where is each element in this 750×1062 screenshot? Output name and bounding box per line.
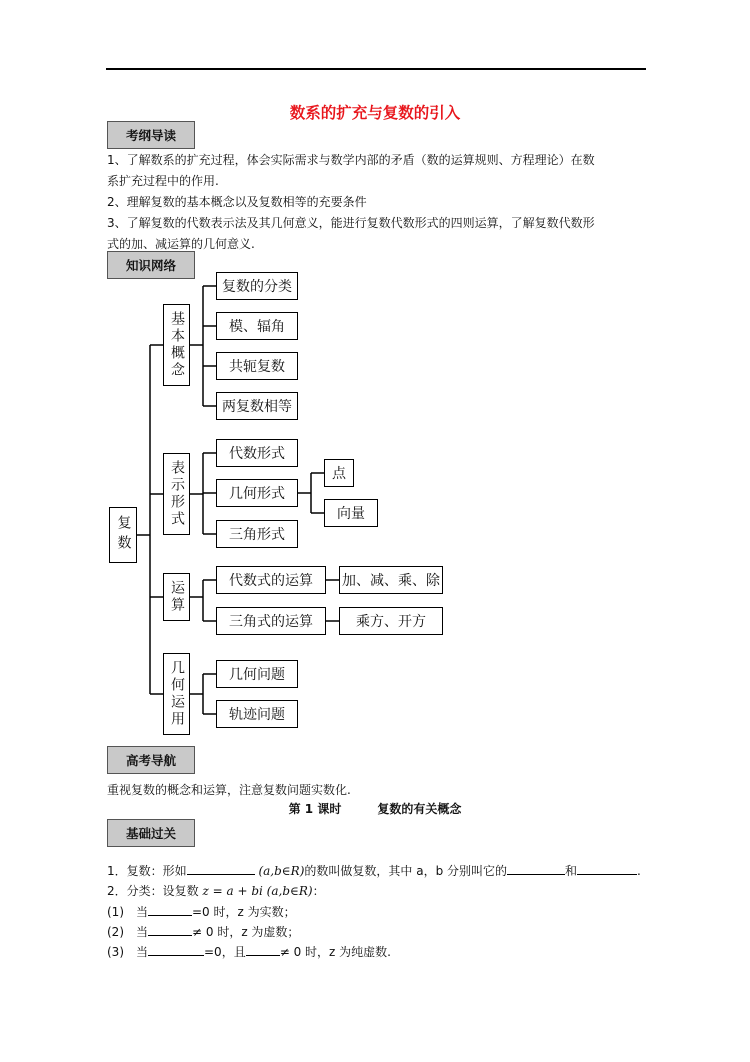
tree-node: 几何形式 [216, 479, 298, 507]
case-text: (1) 当 [107, 905, 148, 919]
outline-line: 1、了解数系的扩充过程，体会实际需求与数学内部的矛盾（数的运算规则、方程理论）在数 [107, 153, 595, 167]
case-text: =0 时，z 为实数； [192, 905, 296, 919]
question-2-case-3 [107, 943, 391, 960]
question-2 [107, 882, 325, 899]
tree-group-label: 运算 [169, 580, 185, 614]
tree-node: 代数式的运算 [216, 566, 326, 594]
tree-root-label: 复数 [115, 515, 132, 555]
tree-node: 向量 [324, 499, 378, 527]
tree-node: 三角式的运算 [216, 607, 326, 635]
q2-expression: z = a + bi [202, 884, 263, 898]
page-title: 数系的扩充与复数的引入 [289, 104, 461, 122]
outline-line: 系扩充过程中的作用. [107, 174, 219, 188]
tree-root [109, 507, 137, 563]
tree-group-geo [163, 653, 190, 735]
section-basics: 基础过关 [107, 819, 195, 847]
case-text: (2) 当 [107, 925, 148, 939]
q1-text: 1．复数：形如 [107, 864, 187, 878]
tree-node: 两复数相等 [216, 392, 298, 420]
q1-text: 的数叫做复数，其中 a，b 分别叫它的 [304, 864, 508, 878]
tree-group-label: 表示形式 [169, 460, 185, 528]
question-2-case-2 [107, 923, 299, 940]
outline-line: 3、了解复数的代数表示法及其几何意义，能进行复数代数形式的四则运算，了解复数代数形 [107, 216, 595, 230]
answer-blank[interactable] [148, 923, 192, 936]
answer-blank[interactable] [577, 862, 637, 875]
tree-group-label: 几何运用 [169, 660, 185, 728]
case-text: (3) 当 [107, 945, 148, 959]
tree-node: 轨迹问题 [216, 700, 298, 728]
tree-node: 复数的分类 [216, 272, 298, 300]
tree-node: 乘方、开方 [339, 607, 443, 635]
tree-node: 加、减、乘、除 [339, 566, 443, 594]
tree-node: 模、辐角 [216, 312, 298, 340]
lesson-name: 复数的有关概念 [377, 802, 462, 816]
answer-blank[interactable] [246, 943, 280, 956]
lesson-heading [0, 800, 750, 817]
q2-condition: (a,b∈R) [266, 884, 313, 898]
q1-text: 和 [565, 864, 578, 878]
case-text: ≠ 0 时，z 为虚数； [192, 925, 300, 939]
question-2-case-1 [107, 903, 296, 920]
question-1 [107, 862, 641, 879]
tree-node: 点 [324, 459, 354, 487]
tree-group-basic [163, 304, 190, 386]
tree-group-label: 基本概念 [169, 311, 185, 379]
q2-text: ： [312, 884, 325, 898]
tree-group-ops [163, 573, 190, 621]
answer-blank[interactable] [148, 903, 192, 916]
lesson-period: 第 1 课时 [288, 802, 342, 816]
q1-text: . [637, 864, 641, 878]
answer-blank[interactable] [187, 862, 255, 875]
exam-text: 重视复数的概念和运算，注意复数问题实数化. [107, 783, 351, 797]
tree-group-forms [163, 453, 190, 535]
section-exam: 高考导航 [107, 746, 195, 774]
q1-condition: (a,b∈R) [258, 864, 305, 878]
q2-text: 2．分类：设复数 [107, 884, 199, 898]
tree-node: 几何问题 [216, 660, 298, 688]
section-network: 知识网络 [107, 251, 195, 279]
outline-line: 式的加、减运算的几何意义. [107, 237, 255, 251]
tree-node: 代数形式 [216, 439, 298, 467]
case-text: =0，且 [204, 945, 246, 959]
tree-node: 三角形式 [216, 520, 298, 548]
answer-blank[interactable] [507, 862, 565, 875]
outline-line: 2、理解复数的基本概念以及复数相等的充要条件 [107, 195, 367, 209]
answer-blank[interactable] [148, 943, 204, 956]
section-outline: 考纲导读 [107, 121, 195, 149]
tree-node: 共轭复数 [216, 352, 298, 380]
case-text: ≠ 0 时，z 为纯虚数. [279, 945, 391, 959]
